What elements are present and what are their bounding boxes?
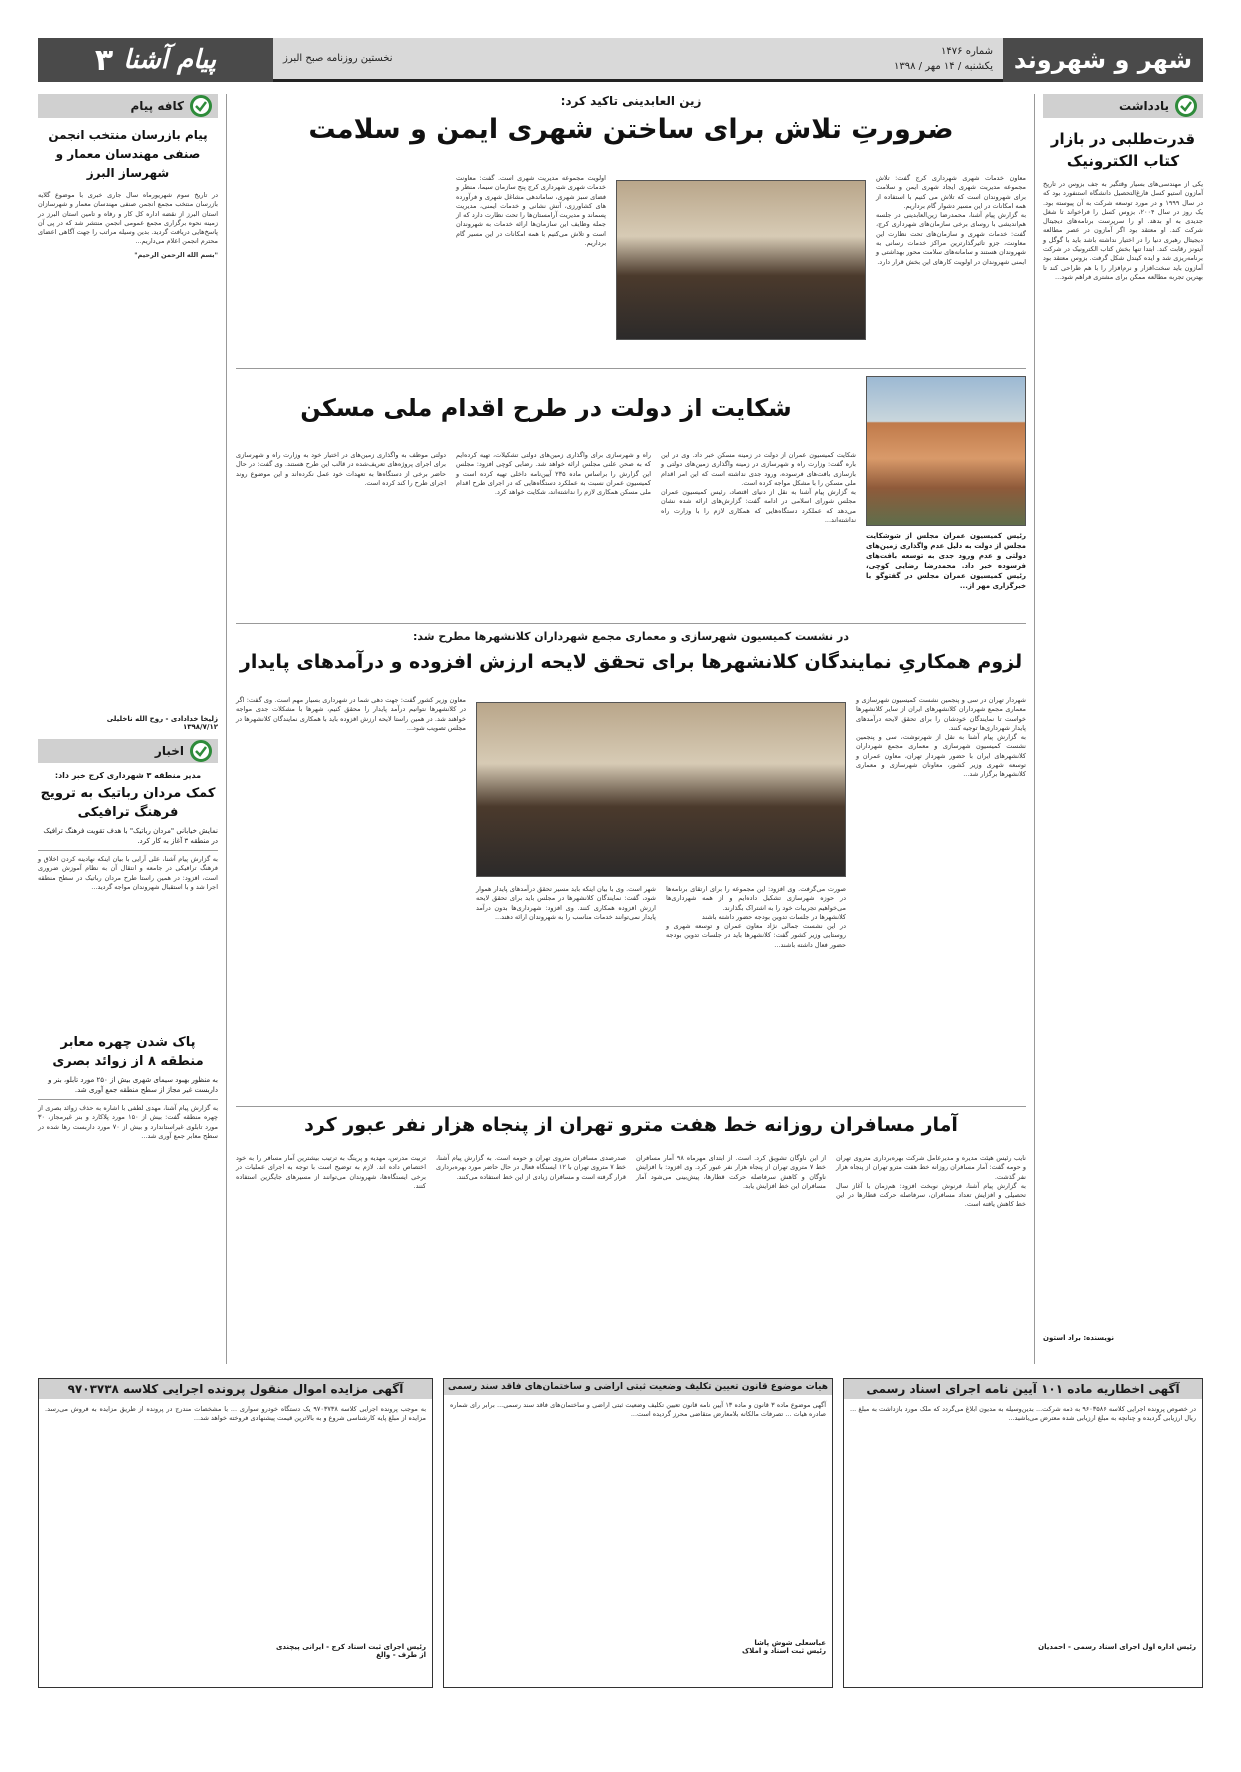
ad3-title: آگهی مزایده اموال منقول پرونده اجرایی کلاسه ۹۷۰۳۷۳۸ — [39, 1379, 432, 1399]
ad1-signature: رئیس اداره اول اجرای اسناد رسمی - احمدیان — [1038, 1643, 1196, 1651]
news-label-bar — [38, 739, 218, 763]
ad2-body — [444, 1395, 832, 1635]
check-icon — [1175, 95, 1197, 117]
ad2-title: هیات موضوع قانون تعیین تکلیف وضعیت ثبتی اراضی و ساختمان‌های فاقد سند رسمی — [444, 1379, 832, 1395]
ad1-body — [844, 1399, 1202, 1639]
metro-col-4 — [233, 1154, 426, 1314]
lead-headline: ضرورتِ تلاش برای ساختن شهری ایمن و سلامت — [308, 114, 954, 145]
left-column — [35, 94, 219, 1364]
housing-col-3-text: دولتی موظف به واگذاری زمین‌های در اختیار خود به وزارت راه و شهرسازی برای اجرای پروژه‌های تعریف‌شده در قالب این طرح هستند. وی گفت: در حال حاضر برخی از دستگاه‌ها به تعهدات خود عمل نکرده‌اند و این موضوع روند اجرای طرح را کند کرده است. — [233, 451, 446, 487]
metropolis-col-4-text: شهر است. وی با بیان اینکه باید مسیر تحقق درآمدهای پایدار هموار شود، گفت: نمایندگان کلانشهرها در مجلس باید برای تحقق لایحه ارزش افزوده همکاری کنند. وی افزود: شهرداری‌ها بدون درآمد پایدار نمی‌توانند خدمات مناسب را به شهروندان ارائه دهند... — [473, 885, 656, 921]
page-number: ۳ — [94, 42, 114, 78]
metro-col-3 — [433, 1154, 627, 1314]
paper-logo — [38, 38, 273, 82]
metropolis-col-2-text: صورت می‌گرفت. وی افزود: این مجموعه را برای ارتقای برنامه‌ها در حوزه شهرسازی تشکیل داده‌ایم و از همه شهرداری‌ها می‌خواهیم تجربیات خود را به اشتراک بگذارند. کلانشهرها در جلسات تدوین بودجه حضور داشته باشند در این نشست جمالی نژاد معاون عمران و توسعه شهری و روستایی وزیر کشور گفت: کلانشهرها باید در جلسات تدوین بودجه حضور فعال داشته باشند... — [666, 885, 847, 949]
metropolis-col-1-text: شهردار تهران در سی و پنجمین نشست کمیسیون شهرسازی و معماری مجمع شهرداران کلانشهرهای ایران از سایر کلانشهرها خواست تا نمایندگان خودشان را برای تحقق لایحه درآمدهای پایدار شهرداری‌ها توجیه کنند. به گزارش پیام آشنا به نقل از شهرنوشت، سی و پنجمین نشست کمیسیون شهرسازی و معماری مجمع شهرداران کلانشهرهای ایران با حضور شهردار تهران، معاون عمران و توسعه شهری وزیر کشور، معاونان شهرسازی و معماری کلانشهرها برگزار شد... — [856, 696, 1026, 779]
news-item1-body — [35, 855, 218, 1025]
news-item1-lead: نمایش خیابانی "مردان رباتیک" با هدف تقویت فرهنگ ترافیک در منطقه ۳ آغاز به کار کرد. — [38, 826, 218, 851]
divider — [236, 1106, 1026, 1107]
cafe-signature: زلیخا خدادادی - روح الله ناخلیلی — [106, 715, 218, 723]
note-title: قدرت‌طلبی در بازار کتاب الکترونیک — [1050, 130, 1196, 170]
metro-headline: آمار مسافران روزانه خط هفت مترو تهران از پنجاه هزار نفر عبور کرد — [304, 1114, 958, 1136]
housing-caption: رئیس کمیسیون عمران مجلس از شوشکایت مجلس از دولت به دلیل عدم واگذاری زمین‌های دولتی و عدم ورود جدی به توسعه بافت‌های فرسوده خبر داد. محمدرضا رضایی کوچی، رئیس کمیسیون عمران مجلس در گفتوگو با خبرگزاری مهر از... — [866, 532, 1026, 590]
metro-col-1 — [836, 1154, 1026, 1314]
housing-photo — [866, 376, 1026, 526]
metro-col-3-text: صدرصدی مسافران متروی تهران و حومه است. به گزارش پیام آشنا، خط ۷ متروی تهران با ۱۲ ایستگاه فعال در حال حاضر مورد بهره‌برداری قرار گرفته است و مسافران زیادی از این خط استفاده می‌کنند. — [433, 1154, 627, 1181]
cafe-body — [35, 191, 218, 711]
masthead — [38, 38, 1203, 82]
ad3-body — [39, 1399, 432, 1639]
column-divider — [1034, 94, 1035, 1364]
ad-box-2 — [443, 1378, 833, 1688]
metro-story — [233, 1114, 1026, 1364]
metropolis-col-3-text: معاون وزیر کشور گفت: جهت دهی شما در شهرداری بسیار مهم است. وی گفت: اگر در کلانشهرها نتوانیم درآمد پایدار را محقق کنیم، شهرها با مشکلات جدی مواجه خواهند شد. در همین راستا لایحه ارزش افزوده باید با همکاری نمایندگان کلانشهرها در مجلس تصویب شود... — [233, 696, 466, 732]
section-title: شهر و شهروند — [1003, 38, 1203, 82]
lead-col-2-text: اولویت مجموعه مدیریت شهری است. گفت: معاونت خدمات شهری شهرداری کرج پنج سازمان سیما، منظر و فضای سبز شهری، ساماندهی مشاغل شهری و فرآورده های کشاورزی، آتش نشانی و خدمات ایمنی، مدیریت پسماند و مدیریت آرامستان‌ها را تحت نظارت دارد که از جمله وظایف این سازمان‌ها ارائه خدمات به شهروندان است و تلاش می‌کنیم با همه امکانات در این مسیر گام برداریم. — [453, 174, 606, 248]
tagline: نخستین روزنامه صبح البرز — [283, 53, 393, 64]
housing-col-1-text: شکایت کمیسیون عمران از دولت در زمینه مسکن خبر داد. وی در این باره گفت: وزارت راه و شهرسازی در زمینه واگذاری زمین‌های دولتی و بازسازی بافت‌های فرسوده، ورود جدی نداشته است که این امر اقدام ملی مسکن را با مشکل مواجه کرده است. به گزارش پیام آشنا به نقل از دنیای اقتصاد، رئیس کمیسیون عمران مجلس شورای اسلامی در ادامه گفت: گزارش‌های ارائه شده نشان می‌دهد که عملکرد دستگاه‌هایی که همکاری لازم را با وزارت راه نداشته‌اند... — [661, 451, 856, 525]
cafe-greeting: "بسم الله الرحمن الرحیم" — [134, 250, 218, 259]
metropolis-col-4 — [473, 885, 656, 1095]
column-divider — [226, 94, 227, 1364]
housing-col-1 — [661, 451, 856, 616]
ad2-signature: عباسعلی شوش پاشا رئیس ثبت اسناد و املاک — [742, 1639, 826, 1655]
housing-col-2-text: راه و شهرسازی برای واگذاری زمین‌های دولتی تشکیلات، تهیه کرده‌ایم که به صحن علنی مجلس ارائه خواهد شد. رضایی کوچی افزود: مجلس این گزارش را براساس ماده ۲۳۵ آیین‌نامه داخلی تهیه کرده است و کمیسیون عمران نسبت به عملکرد دستگاه‌هایی که در اجرای طرح اقدام ملی مسکن همکاری لازم را نداشته‌اند، شکایت خواهد کرد. — [453, 451, 651, 497]
cafe-title: پیام بازرسان منتخب انجمن صنفی مهندسان معمار و شهرساز البرز — [48, 128, 208, 180]
note-text: یکی از مهندسی‌های بسیار وقتگیر به جف بزوس در تاریخ آمازون استیو کسل فارغ‌التحصیل دانشگاه استنفورد بود که در سال ۱۹۹۹ و در مورد توسعه شرکت به آن پیوسته بود. یک روز در سال ۲۰۰۴، بزوس کسل را فراخواند تا شغل جدیدی به او بدهد. او را سرپرست برنامه‌های دیجیتال شرکت کند. او معتقد بود اگر آمازون در عصر مطالعه دیجیتال رهبری دنیا را در اختیار نداشته باشد باید با گوگل و آیتونز رقابت کند. ابتدا تنها بخش کتاب الکترونیک در شرکت برنامه‌ریزی شد و ایده کیندل شکل گرفت. بزوس معتقد بود آمازون باید سخت‌افزار و نرم‌افزار را با هم طراحی کند تا بهترین تجربه مطالعه ممکن برای مشتری فراهم شود... — [1040, 180, 1204, 281]
news-label: اخبار — [154, 744, 184, 758]
cafe-text: در تاریخ سوم شهریورماه سال جاری خبری با موضوع گلایه بازرسان منتخب مجمع انجمن صنفی مهندسان معمار و شهرسازان استان البرز از نقضه اداره کل کار و رفاه و تامین استان البرز در زمینه نحوه برگزاری مجمع عمومی انجمن منتشر شد که در پی آن پاسخ‌هایی دریافت گردید. بدین وسیله مراتب را جهت آگاهی اعضای محترم انجمن اعلام می‌داریم... — [35, 191, 218, 246]
news-item2-body — [35, 1104, 219, 1284]
ad1-text: در خصوص پرونده اجرایی کلاسه ۹۶۰۳۵۸۶ به ذمه شرکت... بدین‌وسیله به مدیون ابلاغ می‌گردد که ملک مورد بازداشت به مبلغ ... ریال ارزیابی گردیده و چنانچه به مبلغ ارزیابی شده معترض می‌باشید... — [847, 1405, 1197, 1423]
metro-col-2 — [633, 1154, 826, 1314]
cafe-label-bar — [38, 94, 218, 118]
housing-col-3 — [233, 451, 446, 616]
news-item1-text: به گزارش پیام آشنا، علی آرایی با بیان اینکه نهادینه کردن اخلاق و فرهنگ ترافیکی در جامعه و انتقال آن به نظام آموزش ضروری است، افزود: در همین راستا طرح مردان رباتیک در سطح منطقه اجرا شد و با استقبال شهروندان مواجه گردید... — [35, 855, 218, 891]
metropolis-col-1 — [856, 696, 1026, 1096]
cafe-date: ۱۳۹۸/۷/۱۲ — [182, 723, 218, 731]
lead-story — [236, 94, 1026, 364]
note-column — [1040, 94, 1204, 1364]
check-icon — [190, 95, 212, 117]
lead-col-2 — [453, 174, 606, 359]
ad1-title: آگهی اخطاریه ماده ۱۰۱ آیین نامه اجرای اسناد رسمی — [844, 1379, 1202, 1399]
news-item2-text: به گزارش پیام آشنا، مهدی لطفی با اشاره به حذف زوائد بصری از چهره منطقه گفت: بیش از ۱۵۰ مورد پلاکارد و بنر غیرمجاز، ۳۰ مورد تابلوی غیراستاندارد و بیش از ۷۰ مورد داربست رها شده در سطح معابر جمع آوری شد... — [35, 1104, 219, 1140]
issue-info — [894, 44, 993, 74]
lead-col-1 — [876, 174, 1026, 359]
ad2-text: آگهی موضوع ماده ۳ قانون و ماده ۱۳ آیین نامه قانون تعیین تکلیف وضعیت ثبتی اراضی و ساختمان‌های فاقد سند رسمی... برابر رای شماره صادره هیات ... تصرفات مالکانه بلامعارض متقاضی محرز گردیده است... — [447, 1401, 826, 1419]
issue-number: شماره ۱۴۷۶ — [941, 46, 993, 57]
lead-col-1-text: معاون خدمات شهری شهرداری کرج گفت: تلاش مجموعه مدیریت شهری ایجاد شهری ایمن و سلامت برای شهروندان است که تلاش می کنیم با استفاده از همه امکانات در این مسیر دشوار گام برداریم. به گزارش پیام آشنا، محمدرضا زین‌العابدینی در جلسه هم‌اندیشی با روسای برخی سازمان‌های شهرداری کرج، گفت: خدمات شهری و سازمان‌های تحت نظارت این معاونت، جزو تاثیرگذارترین مراکز خدمات رسانی به شهروندان هستند و سامانه‌های سلامت محور بهداشتی و ایمنی شهروندان در اولویت کارهای این بخش قرار دارد. — [876, 174, 1026, 266]
note-author: نویسنده: براد استون — [1043, 1334, 1114, 1342]
metro-col-2-text: از این ناوگان تشویق کرد. است. از ابتدای مهرماه ۹۸ آمار مسافران خط ۷ متروی تهران از پنجاه هزار نفر عبور کرد. وی افزود: با افزایش ناوگان و کاهش سرفاصله حرکت قطارها، پیش‌بینی می‌شود آمار مسافران این خط افزایش یابد. — [633, 1154, 826, 1190]
news-item2-title: پاک شدن چهره معابر منطقه ۸ از زوائد بصری — [52, 1035, 204, 1069]
ad3-text: به موجب پرونده اجرایی کلاسه ۹۷۰۳۷۳۸ یک دستگاه خودرو سواری ... با مشخصات مندرج در پرونده از طریق مزایده به فروش می‌رسد. مزایده از مبلغ پایه کارشناسی شروع و به بالاترین قیمت پیشنهادی فروخته خواهد شد... — [42, 1405, 427, 1423]
ad-box-1 — [843, 1378, 1203, 1688]
metropolis-kicker: در نشست کمیسیون شهرسازی و معماری مجمع شهرداران کلانشهرها مطرح شد: — [413, 630, 849, 643]
divider — [236, 368, 1026, 369]
housing-story — [233, 376, 1026, 616]
metro-col-4-text: تربیت مدرس، مهدیه و پرینگ به ترتیب بیشترین آمار مسافر را به خود اختصاص داده اند. لازم به توضیح است با توجه به اجرای عملیات در برخی ایستگاه‌ها، شهروندان می‌توانند از مسیرهای جایگزین استفاده کنند. — [233, 1154, 426, 1190]
cafe-label: کافه پیام — [130, 99, 184, 113]
housing-headline: شکایت از دولت در طرح اقدام ملی مسکن — [300, 394, 792, 422]
metropolis-photo — [476, 702, 846, 877]
issue-date: یکشنبه / ۱۴ مهر / ۱۳۹۸ — [894, 61, 993, 72]
note-label: یادداشت — [1119, 99, 1169, 113]
note-label-bar — [1043, 94, 1203, 118]
newspaper-page — [35, 38, 1204, 1738]
metropolis-col-3 — [233, 696, 466, 1096]
housing-col-2 — [453, 451, 651, 616]
news-item1-kicker: مدیر منطقه ۳ شهرداری کرج خبر داد: — [54, 771, 202, 780]
metropolis-col-2 — [666, 885, 846, 1095]
ad3-signature: رئیس اجرای ثبت اسناد کرج - ایرانی پیچندی از طرف - والغ — [275, 1643, 426, 1659]
news-item1-title: کمک مردان رباتیک به ترویج فرهنگ ترافیکی — [40, 786, 216, 820]
metropolis-headline: لزوم همکاریِ نمایندگان کلانشهرها برای تحقق لایحه ارزش افزوده و درآمدهای پایدار — [239, 651, 1023, 673]
ad-box-3 — [38, 1378, 433, 1688]
news-item2-lead: به منظور بهبود سیمای شهری بیش از ۲۵۰ مورد تابلو، بنر و داربست غیر مجاز از سطح منطقه جمع آوری شد. — [38, 1075, 218, 1100]
paper-name: پیام آشنا — [123, 45, 217, 75]
metro-col-1-text: نایب رئیس هیئت مدیره و مدیرعامل شرکت بهره‌برداری متروی تهران و حومه گفت: آمار مسافران روزانه خط هفت مترو تهران از پنجاه هزار نفر گذشت. به گزارش پیام آشنا، فرنوش نوبخت افزود: هم‌زمان با آغاز سال تحصیلی و افزایش تعداد مسافران، سرفاصله حرکت قطارها در این خط کاهش یافته است. — [836, 1154, 1026, 1209]
lead-kicker: زین العابدینی تاکید کرد: — [560, 94, 702, 108]
metropolis-story — [233, 630, 1026, 1100]
lead-photo — [616, 180, 866, 340]
check-icon — [190, 740, 212, 762]
note-body — [1040, 180, 1204, 1330]
divider — [236, 623, 1026, 624]
